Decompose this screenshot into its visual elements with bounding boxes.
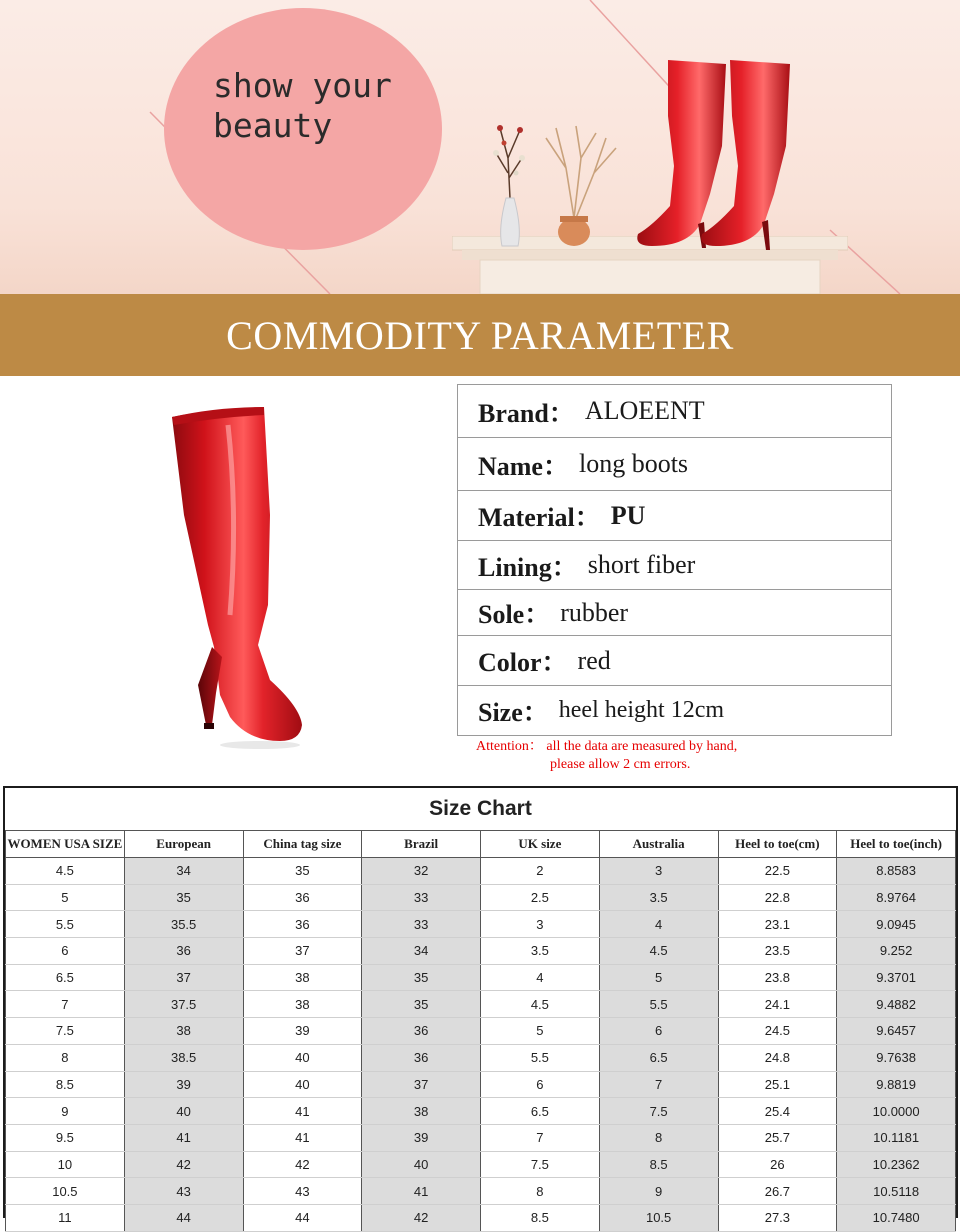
table-cell: 41 xyxy=(362,1178,481,1205)
param-label: Brand： xyxy=(478,398,575,428)
table-cell: 26.7 xyxy=(718,1178,837,1205)
table-cell: 9.252 xyxy=(837,938,956,965)
table-cell: 5.5 xyxy=(599,991,718,1018)
table-cell: 36 xyxy=(362,1018,481,1045)
table-row xyxy=(6,964,956,991)
table-cell: 10.0000 xyxy=(837,1098,956,1125)
table-row xyxy=(6,1124,956,1151)
table-cell: 42 xyxy=(124,1151,243,1178)
table-cell: 25.7 xyxy=(718,1124,837,1151)
table-cell: 4 xyxy=(481,964,600,991)
plant-pot-illustration xyxy=(536,118,626,248)
size-chart-header-row xyxy=(6,831,956,858)
table-cell: 3.5 xyxy=(481,938,600,965)
table-cell: 8 xyxy=(481,1178,600,1205)
table-cell: 7.5 xyxy=(599,1098,718,1125)
table-cell: 35 xyxy=(362,964,481,991)
table-row xyxy=(6,911,956,938)
param-label: Color： xyxy=(478,648,568,677)
attention-note xyxy=(476,738,737,774)
table-cell: 25.4 xyxy=(718,1098,837,1125)
table-cell: 32 xyxy=(362,858,481,885)
table-cell: 23.5 xyxy=(718,938,837,965)
column-header: Heel to toe(inch) xyxy=(837,831,956,858)
table-row xyxy=(6,1178,956,1205)
param-label: Lining： xyxy=(478,552,578,582)
table-cell: 40 xyxy=(243,1044,362,1071)
table-cell: 8 xyxy=(6,1044,125,1071)
table-cell: 41 xyxy=(243,1098,362,1125)
table-cell: 6 xyxy=(6,938,125,965)
table-cell: 39 xyxy=(362,1124,481,1151)
param-value: rubber xyxy=(560,597,629,627)
table-cell: 6.5 xyxy=(6,964,125,991)
table-cell: 2 xyxy=(481,858,600,885)
table-cell: 3 xyxy=(481,911,600,938)
table-cell: 44 xyxy=(243,1204,362,1231)
table-cell: 41 xyxy=(124,1124,243,1151)
table-cell: 2.5 xyxy=(481,884,600,911)
table-cell: 6 xyxy=(481,1071,600,1098)
param-value: short fiber xyxy=(587,550,696,579)
table-cell: 5 xyxy=(599,964,718,991)
table-cell: 34 xyxy=(124,858,243,885)
column-header: WOMEN USA SIZE xyxy=(6,831,125,858)
param-value: ALOEENT xyxy=(584,396,705,425)
table-cell: 9.6457 xyxy=(837,1018,956,1045)
table-row xyxy=(6,1018,956,1045)
param-value: long boots xyxy=(578,449,689,478)
table-cell: 3 xyxy=(599,858,718,885)
table-cell: 40 xyxy=(124,1098,243,1125)
table-cell: 35.5 xyxy=(124,911,243,938)
table-cell: 10 xyxy=(6,1151,125,1178)
table-cell: 11 xyxy=(6,1204,125,1231)
table-row xyxy=(6,1044,956,1071)
column-header: Heel to toe(cm) xyxy=(718,831,837,858)
table-cell: 36 xyxy=(243,911,362,938)
table-cell: 10.1181 xyxy=(837,1124,956,1151)
table-cell: 6 xyxy=(599,1018,718,1045)
table-cell: 5 xyxy=(6,884,125,911)
table-cell: 22.8 xyxy=(718,884,837,911)
table-cell: 9.8819 xyxy=(837,1071,956,1098)
table-cell: 4 xyxy=(599,911,718,938)
table-cell: 10.5 xyxy=(599,1204,718,1231)
table-row xyxy=(6,858,956,885)
table-cell: 3.5 xyxy=(599,884,718,911)
size-chart-title: Size Chart xyxy=(429,797,532,820)
table-cell: 39 xyxy=(243,1018,362,1045)
param-label: Name： xyxy=(478,451,569,481)
table-cell: 9.7638 xyxy=(837,1044,956,1071)
section-header-bar xyxy=(0,294,960,376)
table-cell: 24.5 xyxy=(718,1018,837,1045)
table-cell: 4.5 xyxy=(6,858,125,885)
param-label: Material： xyxy=(478,503,601,532)
param-row-lining xyxy=(458,541,891,590)
table-cell: 26 xyxy=(718,1151,837,1178)
table-cell: 7 xyxy=(599,1071,718,1098)
table-cell: 5.5 xyxy=(481,1044,600,1071)
table-cell: 38 xyxy=(362,1098,481,1125)
table-cell: 35 xyxy=(243,858,362,885)
vase-illustration xyxy=(486,118,536,250)
param-row-material xyxy=(458,491,891,541)
table-cell: 8.5 xyxy=(6,1071,125,1098)
table-row xyxy=(6,938,956,965)
table-cell: 37 xyxy=(243,938,362,965)
param-label: Size： xyxy=(478,698,549,727)
table-cell: 6.5 xyxy=(481,1098,600,1125)
table-cell: 10.7480 xyxy=(837,1204,956,1231)
table-cell: 22.5 xyxy=(718,858,837,885)
table-cell: 8.5 xyxy=(481,1204,600,1231)
table-cell: 7 xyxy=(6,991,125,1018)
table-cell: 43 xyxy=(124,1178,243,1205)
table-cell: 23.8 xyxy=(718,964,837,991)
column-header: China tag size xyxy=(243,831,362,858)
table-cell: 8 xyxy=(599,1124,718,1151)
table-cell: 38 xyxy=(124,1018,243,1045)
attention-line-2: please allow 2 cm errors. xyxy=(550,757,691,772)
size-chart xyxy=(3,786,958,1226)
table-cell: 37 xyxy=(362,1071,481,1098)
table-cell: 9 xyxy=(6,1098,125,1125)
table-cell: 10.5 xyxy=(6,1178,125,1205)
table-cell: 10.2362 xyxy=(837,1151,956,1178)
banner-boots-illustration xyxy=(630,56,800,252)
param-value: heel height 12cm xyxy=(558,697,725,723)
size-chart-table xyxy=(5,830,956,1232)
table-cell: 34 xyxy=(362,938,481,965)
table-cell: 42 xyxy=(362,1204,481,1231)
table-cell: 42 xyxy=(243,1151,362,1178)
param-label: Sole： xyxy=(478,600,551,629)
table-cell: 9 xyxy=(599,1178,718,1205)
table-cell: 23.1 xyxy=(718,911,837,938)
table-cell: 9.5 xyxy=(6,1124,125,1151)
section-title: COMMODITY PARAMETER xyxy=(226,312,734,358)
table-cell: 4.5 xyxy=(599,938,718,965)
table-cell: 41 xyxy=(243,1124,362,1151)
table-cell: 8.9764 xyxy=(837,884,956,911)
param-row-brand xyxy=(458,385,891,438)
table-cell: 25.1 xyxy=(718,1071,837,1098)
param-value: red xyxy=(577,645,611,675)
table-cell: 38 xyxy=(243,964,362,991)
table-cell: 36 xyxy=(124,938,243,965)
table-cell: 38.5 xyxy=(124,1044,243,1071)
table-cell: 24.8 xyxy=(718,1044,837,1071)
table-cell: 9.3701 xyxy=(837,964,956,991)
banner-slogan: show your beauty xyxy=(213,66,392,145)
table-cell: 9.0945 xyxy=(837,911,956,938)
param-value: PU xyxy=(610,500,646,530)
table-cell: 10.5118 xyxy=(837,1178,956,1205)
column-header: Brazil xyxy=(362,831,481,858)
table-cell: 8.5 xyxy=(599,1151,718,1178)
table-cell: 43 xyxy=(243,1178,362,1205)
column-header: Australia xyxy=(599,831,718,858)
table-cell: 37 xyxy=(124,964,243,991)
table-cell: 35 xyxy=(124,884,243,911)
column-header: European xyxy=(124,831,243,858)
table-cell: 4.5 xyxy=(481,991,600,1018)
table-cell: 40 xyxy=(243,1071,362,1098)
table-row xyxy=(6,1071,956,1098)
param-row-size xyxy=(458,686,891,735)
table-cell: 37.5 xyxy=(124,991,243,1018)
table-cell: 5.5 xyxy=(6,911,125,938)
table-cell: 8.8583 xyxy=(837,858,956,885)
product-boot-image xyxy=(120,395,360,755)
table-cell: 35 xyxy=(362,991,481,1018)
table-cell: 24.1 xyxy=(718,991,837,1018)
table-cell: 6.5 xyxy=(599,1044,718,1071)
table-cell: 44 xyxy=(124,1204,243,1231)
table-cell: 36 xyxy=(243,884,362,911)
table-row xyxy=(6,1204,956,1231)
table-cell: 36 xyxy=(362,1044,481,1071)
param-row-color xyxy=(458,636,891,686)
table-cell: 40 xyxy=(362,1151,481,1178)
table-cell: 27.3 xyxy=(718,1204,837,1231)
table-row xyxy=(6,1151,956,1178)
size-chart-body xyxy=(6,858,956,1232)
column-header: UK size xyxy=(481,831,600,858)
param-row-name xyxy=(458,438,891,491)
table-cell: 33 xyxy=(362,911,481,938)
attention-line-1: Attention： all the data are measured by hand, xyxy=(476,739,738,754)
table-cell: 33 xyxy=(362,884,481,911)
table-row xyxy=(6,991,956,1018)
table-row xyxy=(6,884,956,911)
table-cell: 7 xyxy=(481,1124,600,1151)
table-cell: 7.5 xyxy=(6,1018,125,1045)
parameter-table xyxy=(457,384,892,736)
table-row xyxy=(6,1098,956,1125)
table-cell: 9.4882 xyxy=(837,991,956,1018)
hero-banner xyxy=(0,0,960,294)
table-cell: 5 xyxy=(481,1018,600,1045)
table-cell: 38 xyxy=(243,991,362,1018)
table-cell: 7.5 xyxy=(481,1151,600,1178)
param-row-sole xyxy=(458,590,891,636)
table-cell: 39 xyxy=(124,1071,243,1098)
